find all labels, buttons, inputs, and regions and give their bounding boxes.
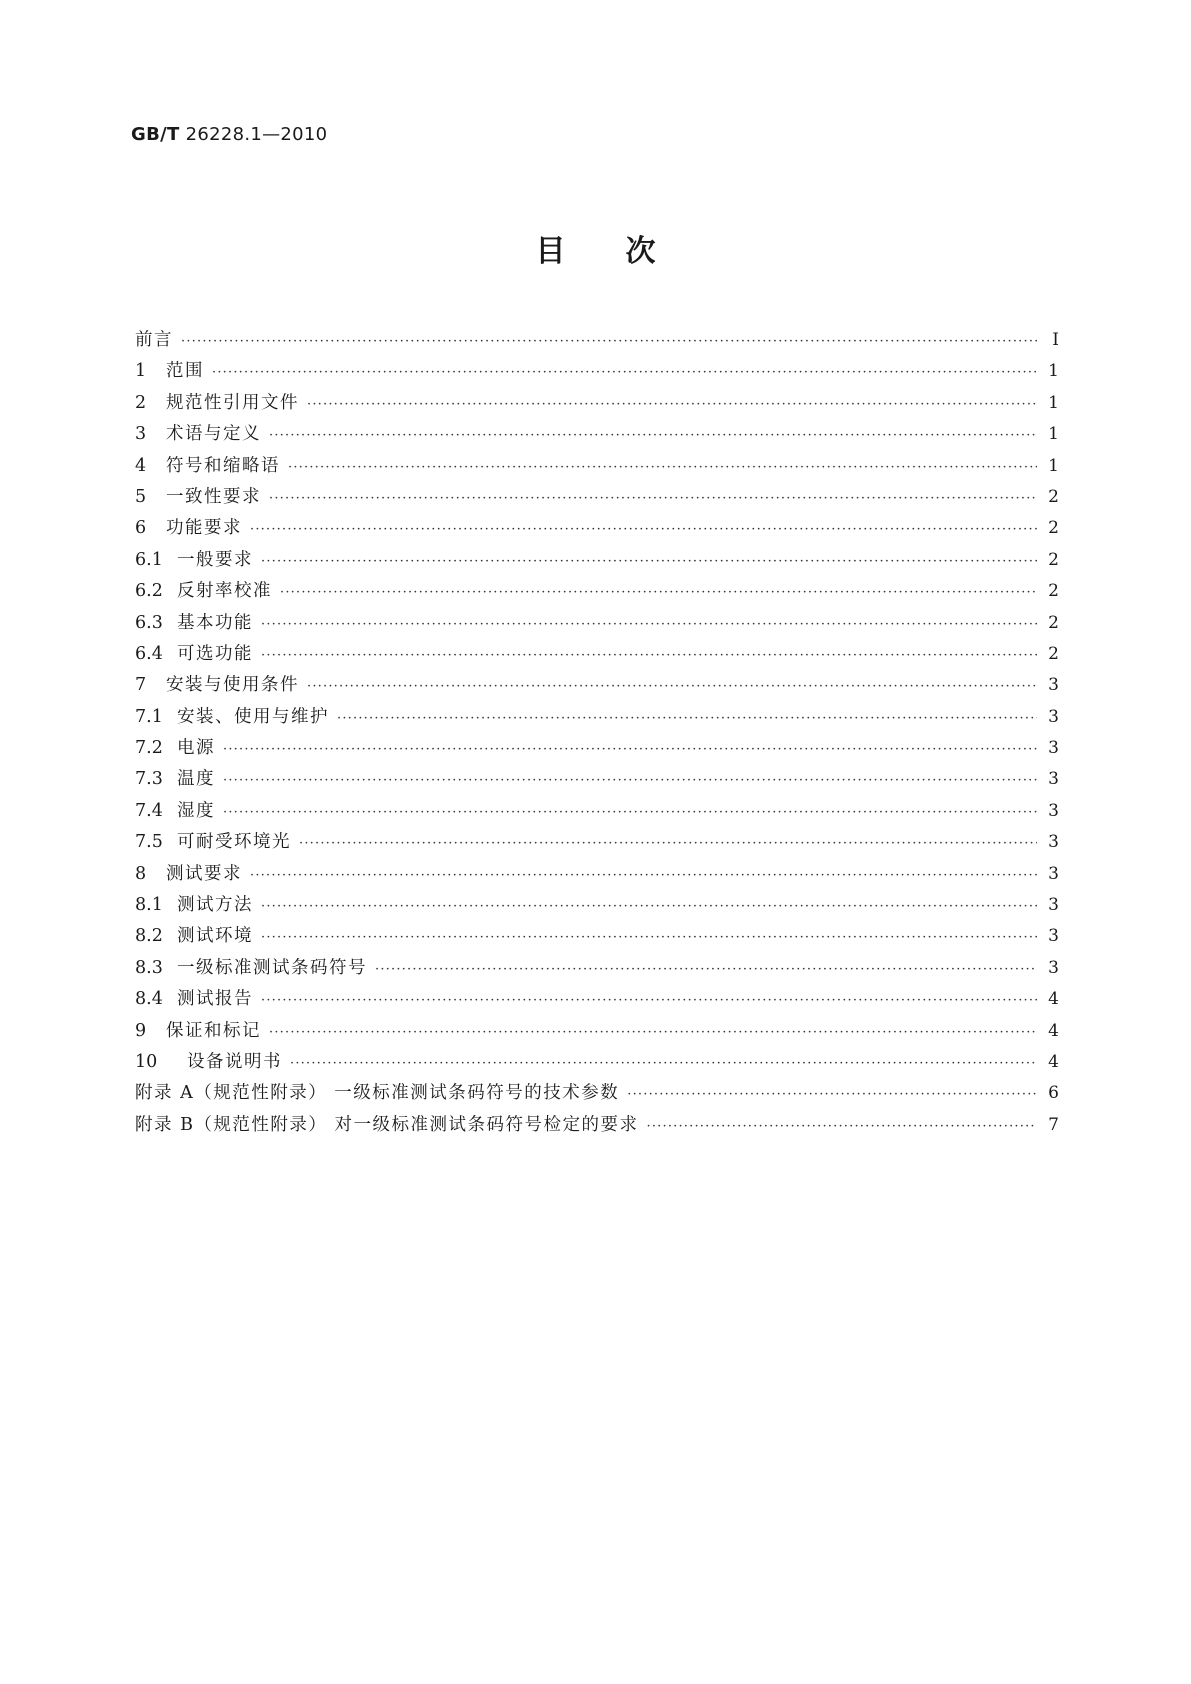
toc-entry-title: 附录 A（规范性附录） 一级标准测试条码符号的技术参数	[135, 1083, 620, 1104]
toc-dot-leader	[261, 617, 1037, 632]
toc-entry-page: 3	[1048, 957, 1059, 978]
toc-entry-number: 3	[135, 424, 147, 445]
toc-dot-leader	[223, 742, 1037, 757]
toc-entry-number: 2	[135, 392, 147, 413]
toc-entry-title: 测试要求	[166, 863, 242, 884]
toc-entry-title: 温度	[177, 769, 215, 790]
toc-entry-title: 湿度	[177, 800, 215, 821]
toc-entry-number: 10	[135, 1051, 158, 1072]
toc-dot-leader	[627, 1087, 1037, 1102]
toc-entry-title: 可耐受环境光	[177, 832, 291, 853]
toc-entry-title: 电源	[177, 738, 215, 759]
toc-entry[interactable]	[135, 514, 1059, 545]
toc-dot-leader	[212, 365, 1037, 380]
toc-entry-page: 3	[1048, 706, 1059, 727]
toc-entry-title: 一致性要求	[166, 486, 261, 507]
toc-entry-number: 7.4	[135, 800, 163, 821]
toc-entry[interactable]	[135, 546, 1059, 577]
toc-entry-number: 6.1	[135, 549, 163, 570]
toc-dot-leader	[307, 679, 1037, 694]
toc-entry-page: 3	[1048, 800, 1059, 821]
toc-entry-page: 2	[1048, 486, 1059, 507]
toc-entry[interactable]	[135, 389, 1059, 420]
toc-entry-title: 测试报告	[177, 989, 253, 1010]
toc-entry[interactable]	[135, 609, 1059, 640]
toc-entry-number: 7.2	[135, 738, 163, 759]
toc-entry[interactable]	[135, 420, 1059, 451]
toc-dot-leader	[288, 460, 1037, 475]
toc-entry-title: 可选功能	[177, 643, 253, 664]
toc-dot-leader	[261, 930, 1037, 945]
toc-dot-leader	[261, 993, 1037, 1008]
table-of-contents	[135, 326, 1059, 1142]
toc-entry-page: 3	[1048, 675, 1059, 696]
toc-entry[interactable]	[135, 734, 1059, 765]
toc-entry[interactable]	[135, 985, 1059, 1016]
toc-entry-page: 2	[1048, 549, 1059, 570]
toc-entry-title: 范围	[166, 361, 204, 382]
toc-entry[interactable]	[135, 860, 1059, 891]
toc-entry-number: 6.2	[135, 581, 163, 602]
toc-entry-title: 前言	[135, 330, 173, 350]
toc-entry-number: 9	[135, 1020, 147, 1041]
toc-entry[interactable]	[135, 828, 1059, 859]
toc-entry-number: 7.1	[135, 706, 163, 727]
toc-entry-page: 1	[1048, 361, 1059, 382]
toc-entry-number: 8.2	[135, 926, 163, 947]
toc-entry-number: 6.3	[135, 612, 163, 633]
toc-entry-page: 3	[1048, 926, 1059, 947]
toc-dot-leader	[261, 899, 1037, 914]
toc-entry[interactable]	[135, 765, 1059, 796]
toc-entry-number: 8	[135, 863, 147, 884]
toc-entry[interactable]	[135, 797, 1059, 828]
toc-entry[interactable]	[135, 922, 1059, 953]
toc-entry-title: 保证和标记	[166, 1020, 261, 1041]
toc-entry-page: 6	[1048, 1083, 1059, 1104]
toc-dot-leader	[337, 711, 1037, 726]
toc-entry[interactable]	[135, 954, 1059, 985]
toc-entry-title: 功能要求	[166, 518, 242, 539]
toc-entry-page: 2	[1048, 643, 1059, 664]
toc-entry-page: 1	[1048, 424, 1059, 445]
toc-entry-page: 2	[1048, 581, 1059, 602]
toc-dot-leader	[280, 585, 1037, 600]
toc-entry[interactable]	[135, 326, 1059, 357]
toc-dot-leader	[299, 836, 1037, 851]
toc-entry-page: 7	[1048, 1114, 1059, 1135]
toc-entry[interactable]	[135, 1017, 1059, 1048]
toc-dot-leader	[307, 397, 1037, 412]
toc-entry-page: 4	[1048, 1020, 1059, 1041]
toc-entry-title: 一级标准测试条码符号	[177, 957, 367, 978]
toc-dot-leader	[269, 428, 1037, 443]
toc-entry-number: 7.3	[135, 769, 163, 790]
toc-entry-title: 术语与定义	[166, 424, 261, 445]
toc-entry-number: 8.4	[135, 989, 163, 1010]
toc-dot-leader	[223, 773, 1037, 788]
toc-dot-leader	[261, 554, 1037, 569]
toc-entry[interactable]	[135, 483, 1059, 514]
toc-entry[interactable]	[135, 671, 1059, 702]
toc-entry-number: 5	[135, 486, 147, 507]
page-title: 目次	[535, 234, 716, 269]
toc-entry-page: 3	[1048, 863, 1059, 884]
toc-entry[interactable]	[135, 891, 1059, 922]
toc-entry[interactable]	[135, 703, 1059, 734]
toc-entry-title: 安装、使用与维护	[177, 706, 329, 727]
toc-entry[interactable]	[135, 577, 1059, 608]
toc-entry-page: 3	[1048, 895, 1059, 916]
toc-dot-leader	[261, 648, 1037, 663]
standard-code: 26228.1—2010	[185, 124, 328, 145]
standard-prefix: GB/T	[131, 124, 180, 145]
toc-entry-title: 反射率校准	[177, 581, 272, 602]
toc-entry-title: 符号和缩略语	[166, 455, 280, 476]
toc-entry[interactable]	[135, 1111, 1059, 1142]
standard-number	[131, 124, 327, 145]
toc-dot-leader	[250, 868, 1037, 883]
toc-entry-number: 4	[135, 455, 147, 476]
toc-entry-title: 设备说明书	[187, 1051, 282, 1072]
toc-entry-page: 2	[1048, 612, 1059, 633]
toc-dot-leader	[181, 334, 1037, 349]
toc-entry[interactable]	[135, 452, 1059, 483]
toc-entry-number: 6	[135, 518, 147, 539]
toc-entry-title: 安装与使用条件	[166, 675, 299, 696]
toc-dot-leader	[375, 962, 1037, 977]
toc-entry[interactable]	[135, 357, 1059, 388]
toc-entry[interactable]	[135, 640, 1059, 671]
toc-dot-leader	[290, 1056, 1037, 1071]
toc-entry-number: 8.1	[135, 895, 163, 916]
toc-dot-leader	[269, 1025, 1037, 1040]
toc-entry-title: 测试方法	[177, 895, 253, 916]
toc-entry-page: 2	[1048, 518, 1059, 539]
toc-entry-number: 7	[135, 675, 147, 696]
toc-entry-page: 1	[1048, 455, 1059, 476]
toc-entry-title: 规范性引用文件	[166, 392, 299, 413]
toc-entry-page: 1	[1048, 392, 1059, 413]
toc-entry-page: 3	[1048, 738, 1059, 759]
toc-dot-leader	[646, 1119, 1037, 1134]
toc-entry-number: 7.5	[135, 832, 163, 853]
toc-entry-page: 4	[1048, 1051, 1059, 1072]
toc-dot-leader	[250, 522, 1037, 537]
toc-entry-title: 附录 B（规范性附录） 对一级标准测试条码符号检定的要求	[135, 1114, 639, 1135]
toc-entry[interactable]	[135, 1048, 1059, 1079]
toc-entry-number: 8.3	[135, 957, 163, 978]
toc-entry-title: 测试环境	[177, 926, 253, 947]
toc-entry-number: 1	[135, 361, 147, 382]
toc-entry[interactable]	[135, 1079, 1059, 1110]
toc-entry-page: 3	[1048, 832, 1059, 853]
toc-entry-title: 一般要求	[177, 549, 253, 570]
toc-entry-page: 4	[1048, 989, 1059, 1010]
toc-entry-page: Ⅰ	[1052, 330, 1059, 350]
toc-entry-page: 3	[1048, 769, 1059, 790]
toc-entry-number: 6.4	[135, 643, 163, 664]
toc-dot-leader	[223, 805, 1037, 820]
toc-entry-title: 基本功能	[177, 612, 253, 633]
toc-dot-leader	[269, 491, 1037, 506]
